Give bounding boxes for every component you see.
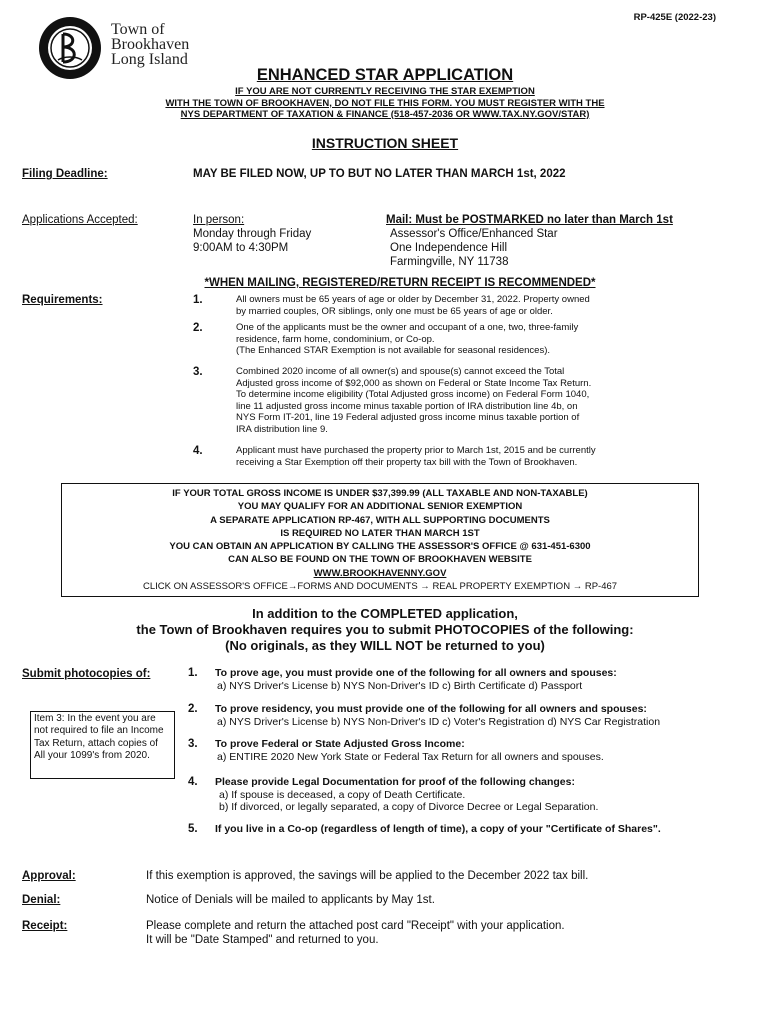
town-line-3: Long Island <box>111 51 188 68</box>
mail-line: Assessor's Office/Enhanced Star <box>390 228 558 240</box>
subtitle <box>0 86 770 121</box>
town-line-2: Brookhaven <box>111 36 190 53</box>
town-name <box>111 22 189 67</box>
requirement-line: All owners must be 65 years of age or older by December 31, 2022. Property owned <box>236 294 590 305</box>
submit-detail: b) If divorced, or legally separated, a copy of Divorce Decree or Legal Separation. <box>219 801 599 813</box>
requirement-line: receiving a Star Exemption off their property tax bill with the Town of Brookhaven. <box>236 456 578 468</box>
approval-label: Approval: <box>22 870 76 882</box>
mail-line: One Independence Hill <box>390 242 507 254</box>
in-person-heading: In person: <box>193 214 245 226</box>
subtitle-line: WITH THE TOWN OF BROOKHAVEN, DO NOT FILE THIS FORM. YOU MUST REGISTER WITH THE <box>165 97 605 109</box>
requirement-line: NYS Form IT-201, line 19 Federal adjusted gross income minus taxable portion of <box>236 412 580 423</box>
submit-item <box>215 703 660 728</box>
requirement-number: 2. <box>193 322 203 334</box>
submit-number: 4. <box>188 776 198 788</box>
submit-head: Please provide Legal Documentation for proof of the following changes: <box>215 776 575 788</box>
requirement-item <box>236 445 596 468</box>
requirement-line: To determine income eligibility (Total Adjusted gross income) on Federal Form 1040, <box>236 389 590 400</box>
submit-item <box>215 667 617 692</box>
requirement-line: by married couples, OR siblings, only one must be 65 years of age or older. <box>236 305 553 317</box>
requirement-number: 1. <box>193 294 203 306</box>
filing-deadline-label: Filing Deadline: <box>22 168 108 180</box>
box-line: IF YOUR TOTAL GROSS INCOME IS UNDER $37,399.99 (ALL TAXABLE AND NON-TAXABLE) <box>172 488 588 499</box>
website-link[interactable]: WWW.BROOKHAVENNY.GOV <box>313 567 447 579</box>
mail-heading: Mail: Must be POSTMARKED no later than March 1st <box>386 214 673 226</box>
in-person-days: Monday through Friday <box>193 228 312 240</box>
box-line: CAN ALSO BE FOUND ON THE TOWN OF BROOKHAVEN WEBSITE <box>228 554 532 566</box>
requirement-line: One of the applicants must be the owner and occupant of a one, two, three-family <box>236 322 579 333</box>
requirement-line: residence, farm home, condominium, or Co-op. <box>236 333 435 345</box>
denial-text: Notice of Denials will be mailed to applicants by May 1st. <box>146 894 435 906</box>
box-line: IS REQUIRED NO LATER THAN MARCH 1ST <box>280 527 480 539</box>
box-text <box>62 484 698 593</box>
subtitle-line: NYS DEPARTMENT OF TAXATION & FINANCE (518-457-2036 OR WWW.TAX.NY.GOV/STAR) <box>180 109 590 120</box>
submit-number: 1. <box>188 667 198 679</box>
intro-line: (No originals, as they WILL NOT be returned to you) <box>225 638 545 653</box>
submit-detail: a) NYS Driver's License b) NYS Non-Driver's ID c) Birth Certificate d) Passport <box>217 679 583 692</box>
requirement-item <box>236 294 590 317</box>
submit-head: If you live in a Co-op (regardless of length of time), a copy of your "Certificate of Shares". <box>215 823 661 835</box>
requirement-line: Combined 2020 income of all owner(s) and spouse(s) cannot exceed the Total <box>236 366 565 377</box>
in-person-hours: 9:00AM to 4:30PM <box>193 242 289 254</box>
document-title: ENHANCED STAR APPLICATION <box>256 66 514 84</box>
submit-number: 2. <box>188 703 198 715</box>
in-person-block <box>193 213 311 255</box>
submit-detail: a) NYS Driver's License b) NYS Non-Driver's ID c) Voter's Registration d) NYS Car Registration <box>217 715 661 728</box>
denial-label: Denial: <box>22 894 61 906</box>
requirement-item <box>236 366 591 435</box>
box-line: A SEPARATE APPLICATION RP-467, WITH ALL SUPPORTING DOCUMENTS <box>210 514 550 526</box>
mail-line: Farmingville, NY 11738 <box>390 256 509 268</box>
intro-line: In addition to the COMPLETED application, <box>252 606 518 621</box>
submit-head: To prove residency, you must provide one of the following for all owners and spouses: <box>215 703 647 715</box>
requirement-line: Adjusted gross income of $92,000 as shown on Federal or State Income Tax Return. <box>236 377 592 389</box>
submit-head: To prove Federal or State Adjusted Gross Income: <box>215 738 465 750</box>
requirement-line: (The Enhanced STAR Exemption is not available for seasonal residences). <box>236 345 551 356</box>
submit-label: Submit photocopies of: <box>22 668 151 680</box>
requirement-number: 4. <box>193 445 203 457</box>
submit-head: To prove age, you must provide one of the following for all owners and spouses: <box>215 667 617 679</box>
receipt-label: Receipt: <box>22 920 68 932</box>
receipt-line: Please complete and return the attached post card "Receipt" with your application. <box>146 920 565 932</box>
approval-text: If this exemption is approved, the savings will be applied to the December 2022 tax bill. <box>146 870 589 882</box>
submit-detail: a) ENTIRE 2020 New York State or Federal Tax Return for all owners and spouses. <box>217 750 604 763</box>
submit-item <box>215 738 604 763</box>
submit-number: 5. <box>188 823 198 835</box>
requirement-line: Applicant must have purchased the property prior to March 1st, 2015 and be currently <box>236 445 596 456</box>
town-line-1: Town of <box>111 21 165 38</box>
subtitle-line: IF YOU ARE NOT CURRENTLY RECEIVING THE STAR EXEMPTION <box>235 86 535 97</box>
applications-label: Applications Accepted: <box>22 214 138 226</box>
receipt-text <box>146 919 565 947</box>
mail-block <box>386 213 673 269</box>
form-id: RP-425E (2022-23) <box>633 12 716 23</box>
requirement-number: 3. <box>193 366 203 378</box>
submit-detail: a) If spouse is deceased, a copy of Death Certificate. <box>219 788 466 801</box>
requirement-line: line 11 adjusted gross income minus taxable portion of IRA distribution line 4b, on <box>236 400 578 412</box>
requirements-label: Requirements: <box>22 294 103 306</box>
instruction-heading: INSTRUCTION SHEET <box>311 135 459 151</box>
requirement-line: IRA distribution line 9. <box>236 423 328 435</box>
item3-note: Item 3: In the event you are not required to file an Income Tax Return, attach copies of All your 1099's from 2020. <box>30 711 175 779</box>
photocopy-intro <box>0 606 770 654</box>
receipt-line: It will be "Date Stamped" and returned to you. <box>146 934 379 946</box>
box-line: YOU MAY QUALIFY FOR AN ADDITIONAL SENIOR EXEMPTION <box>237 501 523 513</box>
submit-item <box>215 776 598 814</box>
senior-exemption-box <box>61 483 699 597</box>
box-line: YOU CAN OBTAIN AN APPLICATION BY CALLING THE ASSESSOR'S OFFICE @ 631-451-6300 <box>169 541 591 553</box>
mailing-note: *WHEN MAILING, REGISTERED/RETURN RECEIPT IS RECOMMENDED* <box>204 277 596 289</box>
filing-deadline-text: MAY BE FILED NOW, UP TO BUT NO LATER THAN MARCH 1st, 2022 <box>193 168 566 180</box>
requirement-item <box>236 322 578 357</box>
intro-line: the Town of Brookhaven requires you to submit PHOTOCOPIES of the following: <box>136 622 634 637</box>
submit-number: 3. <box>188 738 198 750</box>
click-path: CLICK ON ASSESSOR'S OFFICE→FORMS AND DOCUMENTS → REAL PROPERTY EXEMPTION → RP-467 <box>142 581 618 593</box>
